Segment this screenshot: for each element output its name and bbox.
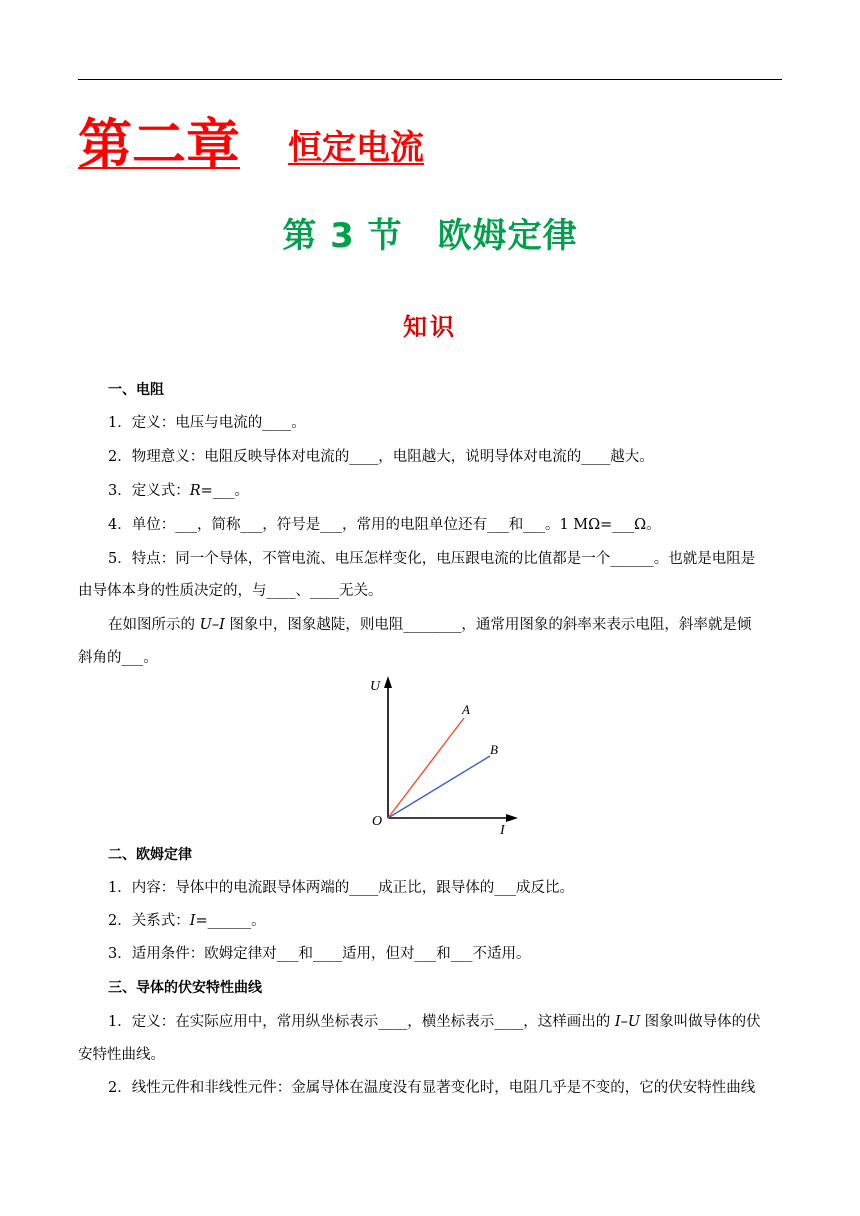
paragraph-iv-definition-cont: 安特性曲线。	[78, 1047, 165, 1063]
paragraph-applicability: 3．适用条件：欧姆定律对___和____适用，但对___和___不适用。	[108, 946, 531, 962]
text-fragment: 3．定义式：	[108, 483, 190, 499]
header-rule	[78, 79, 782, 80]
y-axis-arrow	[384, 676, 392, 688]
text-fragment: 在如图所示的	[108, 617, 200, 633]
line-b-label: B	[490, 742, 498, 757]
origin-label: O	[372, 814, 383, 829]
text-fragment: =______。	[195, 913, 266, 929]
paragraph-linear-elements: 2．线性元件和非线性元件：金属导体在温度没有显著变化时，电阻几乎是不变的，它的伏安特性曲线	[108, 1080, 756, 1096]
chapter-title: 恒定电流	[288, 128, 424, 168]
chapter-number: 第二章	[78, 113, 240, 176]
variable-iu: I–U	[614, 1014, 641, 1030]
paragraph-units: 4．单位：___，简称___，符号是___，常用的电阻单位还有___和___。1 MΩ=___Ω。	[108, 517, 661, 533]
paragraph-formula	[108, 481, 249, 501]
paragraph-graph	[108, 615, 751, 635]
x-axis-arrow	[506, 814, 518, 822]
paragraph-content: 1．内容：导体中的电流跟导体两端的____成正比，跟导体的___成反比。	[108, 880, 574, 896]
section-heading-resistance: 一、电阻	[108, 382, 164, 398]
knowledge-label: 知识	[403, 312, 457, 341]
section-title: 第 3 节 欧姆定律	[282, 216, 578, 256]
text-fragment: 1．定义：在实际应用中，常用纵坐标表示____，横坐标表示____，这样画出的	[108, 1014, 615, 1030]
section-heading-iv-curve: 三、导体的伏安特性曲线	[108, 980, 262, 996]
line-a-label: A	[462, 702, 470, 717]
paragraph-iv-definition	[108, 1012, 761, 1032]
text-fragment: 图象中，图象越陡，则电阻________，通常用图象的斜率来表示电阻，斜率就是倾	[224, 617, 752, 633]
paragraph-characteristics-cont: 由导体本身的性质决定的，与____、____无关。	[78, 583, 383, 599]
y-axis-label: U	[370, 679, 381, 694]
ui-graph-figure	[360, 672, 530, 840]
ui-graph	[360, 672, 530, 840]
paragraph-graph-cont: 斜角的___。	[78, 650, 158, 666]
variable-ui: U–I	[199, 617, 225, 633]
variable-i: I	[189, 913, 196, 929]
paragraph-characteristics: 5．特点：同一个导体，不管电流、电压怎样变化，电压跟电流的比值都是一个______。也就是电阻是	[108, 551, 756, 567]
x-axis-label: I	[500, 823, 505, 838]
text-fragment: 图象叫做导体的伏	[640, 1014, 761, 1030]
variable-r: R	[189, 483, 201, 499]
text-fragment: 2．关系式：	[108, 913, 190, 929]
line-a	[388, 718, 464, 818]
paragraph-relation	[108, 911, 266, 931]
paragraph-definition: 1．定义：电压与电流的____。	[108, 415, 306, 431]
line-b	[388, 756, 490, 818]
paragraph-physical-meaning: 2．物理意义：电阻反映导体对电流的____，电阻越大，说明导体对电流的____越大。	[108, 449, 654, 465]
text-fragment: =___。	[200, 483, 250, 499]
section-heading-ohms-law: 二、欧姆定律	[108, 847, 192, 863]
